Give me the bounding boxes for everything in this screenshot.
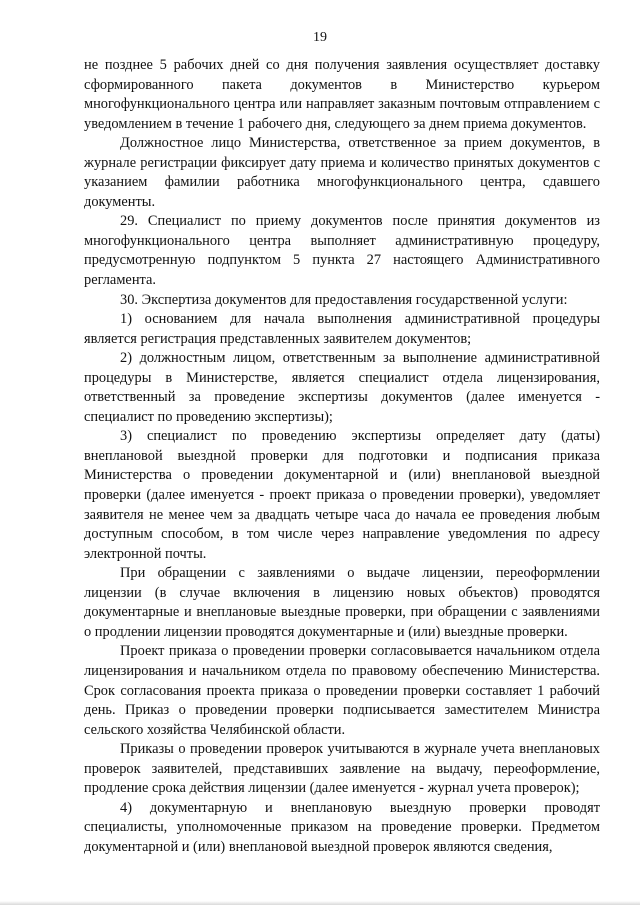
- page-number: 19: [313, 30, 327, 45]
- paragraph-inspection-log: Приказы о проведении проверок учитываются в журнале учета внеплановых проверок заявителей, представивших заявление на выдачу, переоформление, продление срока действия лицензии (далее именуется - журнал учета проверок);: [84, 741, 600, 797]
- paragraph-license-applications: При обращении с заявлениями о выдаче лицензии, переоформлении лицензии (в случае включения в лицензию новых объектов) проводятся документарные и внеплановые выездные проверки, при обращении с заявлениями о продлении лицензии проводятся документарные и (или) выездные проверки.: [84, 565, 600, 640]
- document-body: [84, 56, 600, 857]
- paragraph-order-approval: Проект приказа о проведении проверки согласовывается начальником отдела лицензирования и начальником отдела по правовому обеспечению Министерства. Срок согласования проекта приказа о проведении проверки составляет 1 рабочий день. Приказ о проведении проверки подписывается заместителем Министра сельского хозяйства Челябинской области.: [84, 643, 600, 738]
- page-bottom-edge: [0, 901, 640, 905]
- paragraph-subitem-4: 4) документарную и внеплановую выездную проверки проводят специалисты, уполномоченные приказом на проведение проверки. Предметом документарной и (или) внеплановой выездной проверок являются сведения,: [84, 799, 600, 855]
- paragraph-subitem-3: 3) специалист по проведению экспертизы определяет дату (даты) внеплановой выездной проверки для подготовки и подписания приказа Министерства о проведении документарной и (или) внеплановой выездной проверки (далее именуется - проект приказа о проведении проверки), уведомляет заявителя не менее чем за двадцать четыре часа до начала ее проведения любым доступным способом, в том числе через направление уведомления по адресу электронной почты.: [84, 428, 600, 562]
- paragraph-subitem-2: 2) должностным лицом, ответственным за выполнение административной процедуры в Министерстве, является специалист отдела лицензирования, ответственный за проведение экспертизы документов (далее именуется - специалист по проведению экспертизы);: [84, 350, 600, 425]
- paragraph-continuation: не позднее 5 рабочих дней со дня получения заявления осуществляет доставку сформированного пакета документов в Министерство курьером многофункционального центра или направляет заказным почтовым отправлением с уведомлением в течение 1 рабочего дня, следующего за днем приема документов.: [84, 57, 600, 132]
- paragraph-subitem-1: 1) основанием для начала выполнения административной процедуры является регистрация представленных заявителем документов;: [84, 311, 600, 347]
- paragraph-item-29: 29. Специалист по приему документов после принятия документов из многофункционального центра выполняет административную процедуру, предусмотренную подпунктом 5 пункта 27 настоящего Административного регламента.: [84, 213, 600, 289]
- paragraph-official-registration: Должностное лицо Министерства, ответственное за прием документов, в журнале регистрации фиксирует дату приема и количество принятых документов с указанием фамилии работника многофункционального центра, сдавшего документы.: [84, 135, 600, 210]
- paragraph-item-30: 30. Экспертиза документов для предоставления государственной услуги:: [120, 291, 568, 308]
